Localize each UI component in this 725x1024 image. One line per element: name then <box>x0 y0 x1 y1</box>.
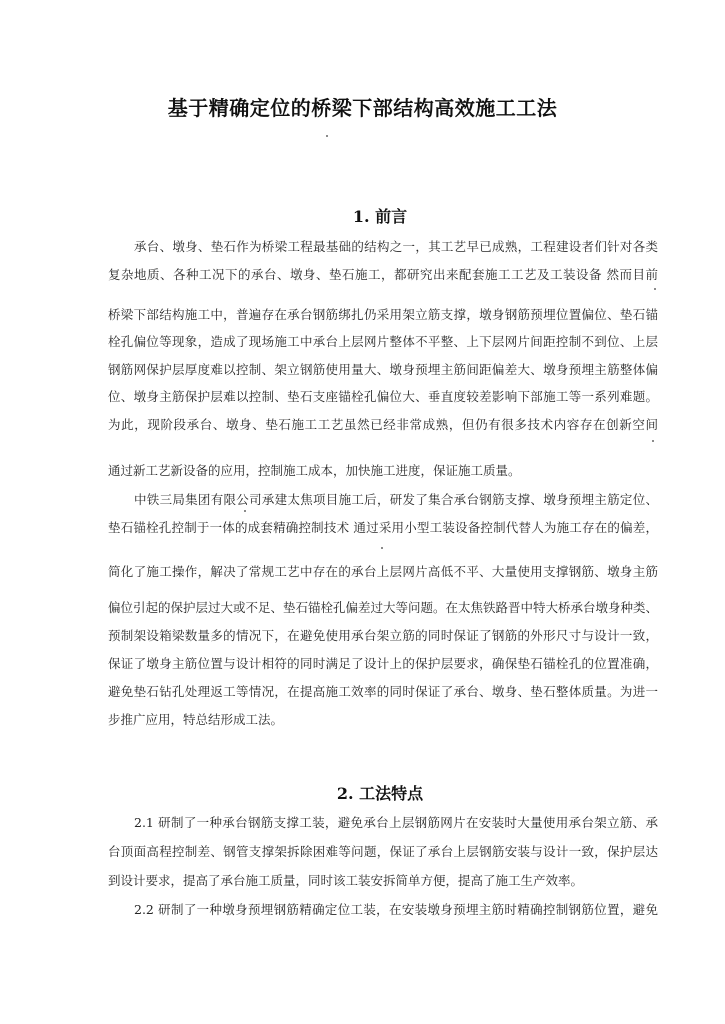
section-1-line-4: 栓孔偏位等现象，造成了现场施工中承台上层网片整体不平整、上下层网片间距控制不到位、上层 <box>108 334 658 349</box>
section-1-line-5: 钢筋网保护层厚度难以控制、架立钢筋使用量大、墩身预埋主筋间距偏差大、墩身预埋主筋整体偏 <box>108 362 658 377</box>
section-1-line-2: 复杂地质、各种工况下的承台、墩身、垫石施工，都研究出来配套施工工艺及工装设备 然而目前 <box>108 267 658 282</box>
section-2-line-4: 2.2 研制了一种墩身预埋钢筋精确定位工装，在安装墩身预埋主筋时精确控制钢筋位置，避免 <box>134 902 658 917</box>
scan-speck <box>381 547 383 549</box>
section-1-line-3: 桥梁下部结构施工中，普遍存在承台钢筋绑扎仍采用架立筋支撑，墩身钢筋预埋位置偏位、垫石锚 <box>108 307 658 322</box>
document-title: 基于精确定位的桥梁下部结构高效施工工法 <box>167 96 558 120</box>
section-1-line-11: 简化了施工操作，解决了常规工艺中存在的承台上层网片高低不平、大量使用支撑钢筋、墩身主筋 <box>108 564 658 579</box>
section-1-line-15: 避免垫石钻孔处理返工等情况，在提高施工效率的同时保证了承台、墩身、垫石整体质量。为进一 <box>108 684 658 699</box>
scan-speck <box>654 288 656 290</box>
section-1-line-6: 位、墩身主筋保护层难以控制、垫石支座锚栓孔偏位大、垂直度较差影响下部施工等一系列难题。 <box>108 389 658 404</box>
section-1-line-14: 保证了墩身主筋位置与设计相符的同时满足了设计上的保护层要求，确保垫石锚栓孔的位置准确， <box>108 656 658 671</box>
section-1-line-1: 承台、墩身、垫石作为桥梁工程最基础的结构之一，其工艺早已成熟，工程建设者们针对各类 <box>134 239 658 254</box>
section-1-line-9: 中铁三局集团有限公司承建太焦项目施工后，研发了集合承台钢筋支撑、墩身预埋主筋定位、 <box>134 492 658 507</box>
section-1-line-10: 垫石锚栓孔控制于一体的成套精确控制技术 通过采用小型工装设备控制代替人为施工存在的偏差， <box>108 520 658 535</box>
section-1-line-12: 偏位引起的保护层过大或不足、垫石锚栓孔偏差过大等问题。在太焦铁路晋中特大桥承台墩身种类、 <box>108 600 659 615</box>
section-2-heading: 2. 工法特点 <box>336 784 424 803</box>
section-1-heading: 1. 前言 <box>352 207 408 226</box>
section-1-line-8: 通过新工艺新设备的应用，控制施工成本，加快施工进度，保证施工质量。 <box>108 463 521 478</box>
section-1-line-16: 步推广应用，特总结形成工法。 <box>108 712 284 727</box>
section-2-line-2: 台顶面高程控制差、钢管支撑架拆除困难等问题，保证了承台上层钢筋安装与设计一致，保护层达 <box>108 844 658 859</box>
section-1-line-13: 预制架设箱梁数量多的情况下，在避免使用承台架立筋的同时保证了钢筋的外形尺寸与设计一致， <box>108 628 658 643</box>
scan-speck <box>244 510 246 512</box>
scan-speck <box>326 135 328 137</box>
section-2-line-1: 2.1 研制了一种承台钢筋支撑工装，避免承台上层钢筋网片在安装时大量使用承台架立筋、承 <box>134 815 658 830</box>
section-2-line-3: 到设计要求，提高了承台施工质量，同时该工装安拆简单方便，提高了施工生产效率。 <box>108 873 584 888</box>
section-1-line-7: 为此，现阶段承台、墩身、垫石施工工艺虽然已经非常成熟，但仍有很多技术内容存在创新空间 <box>108 417 658 432</box>
scan-speck <box>652 440 654 442</box>
